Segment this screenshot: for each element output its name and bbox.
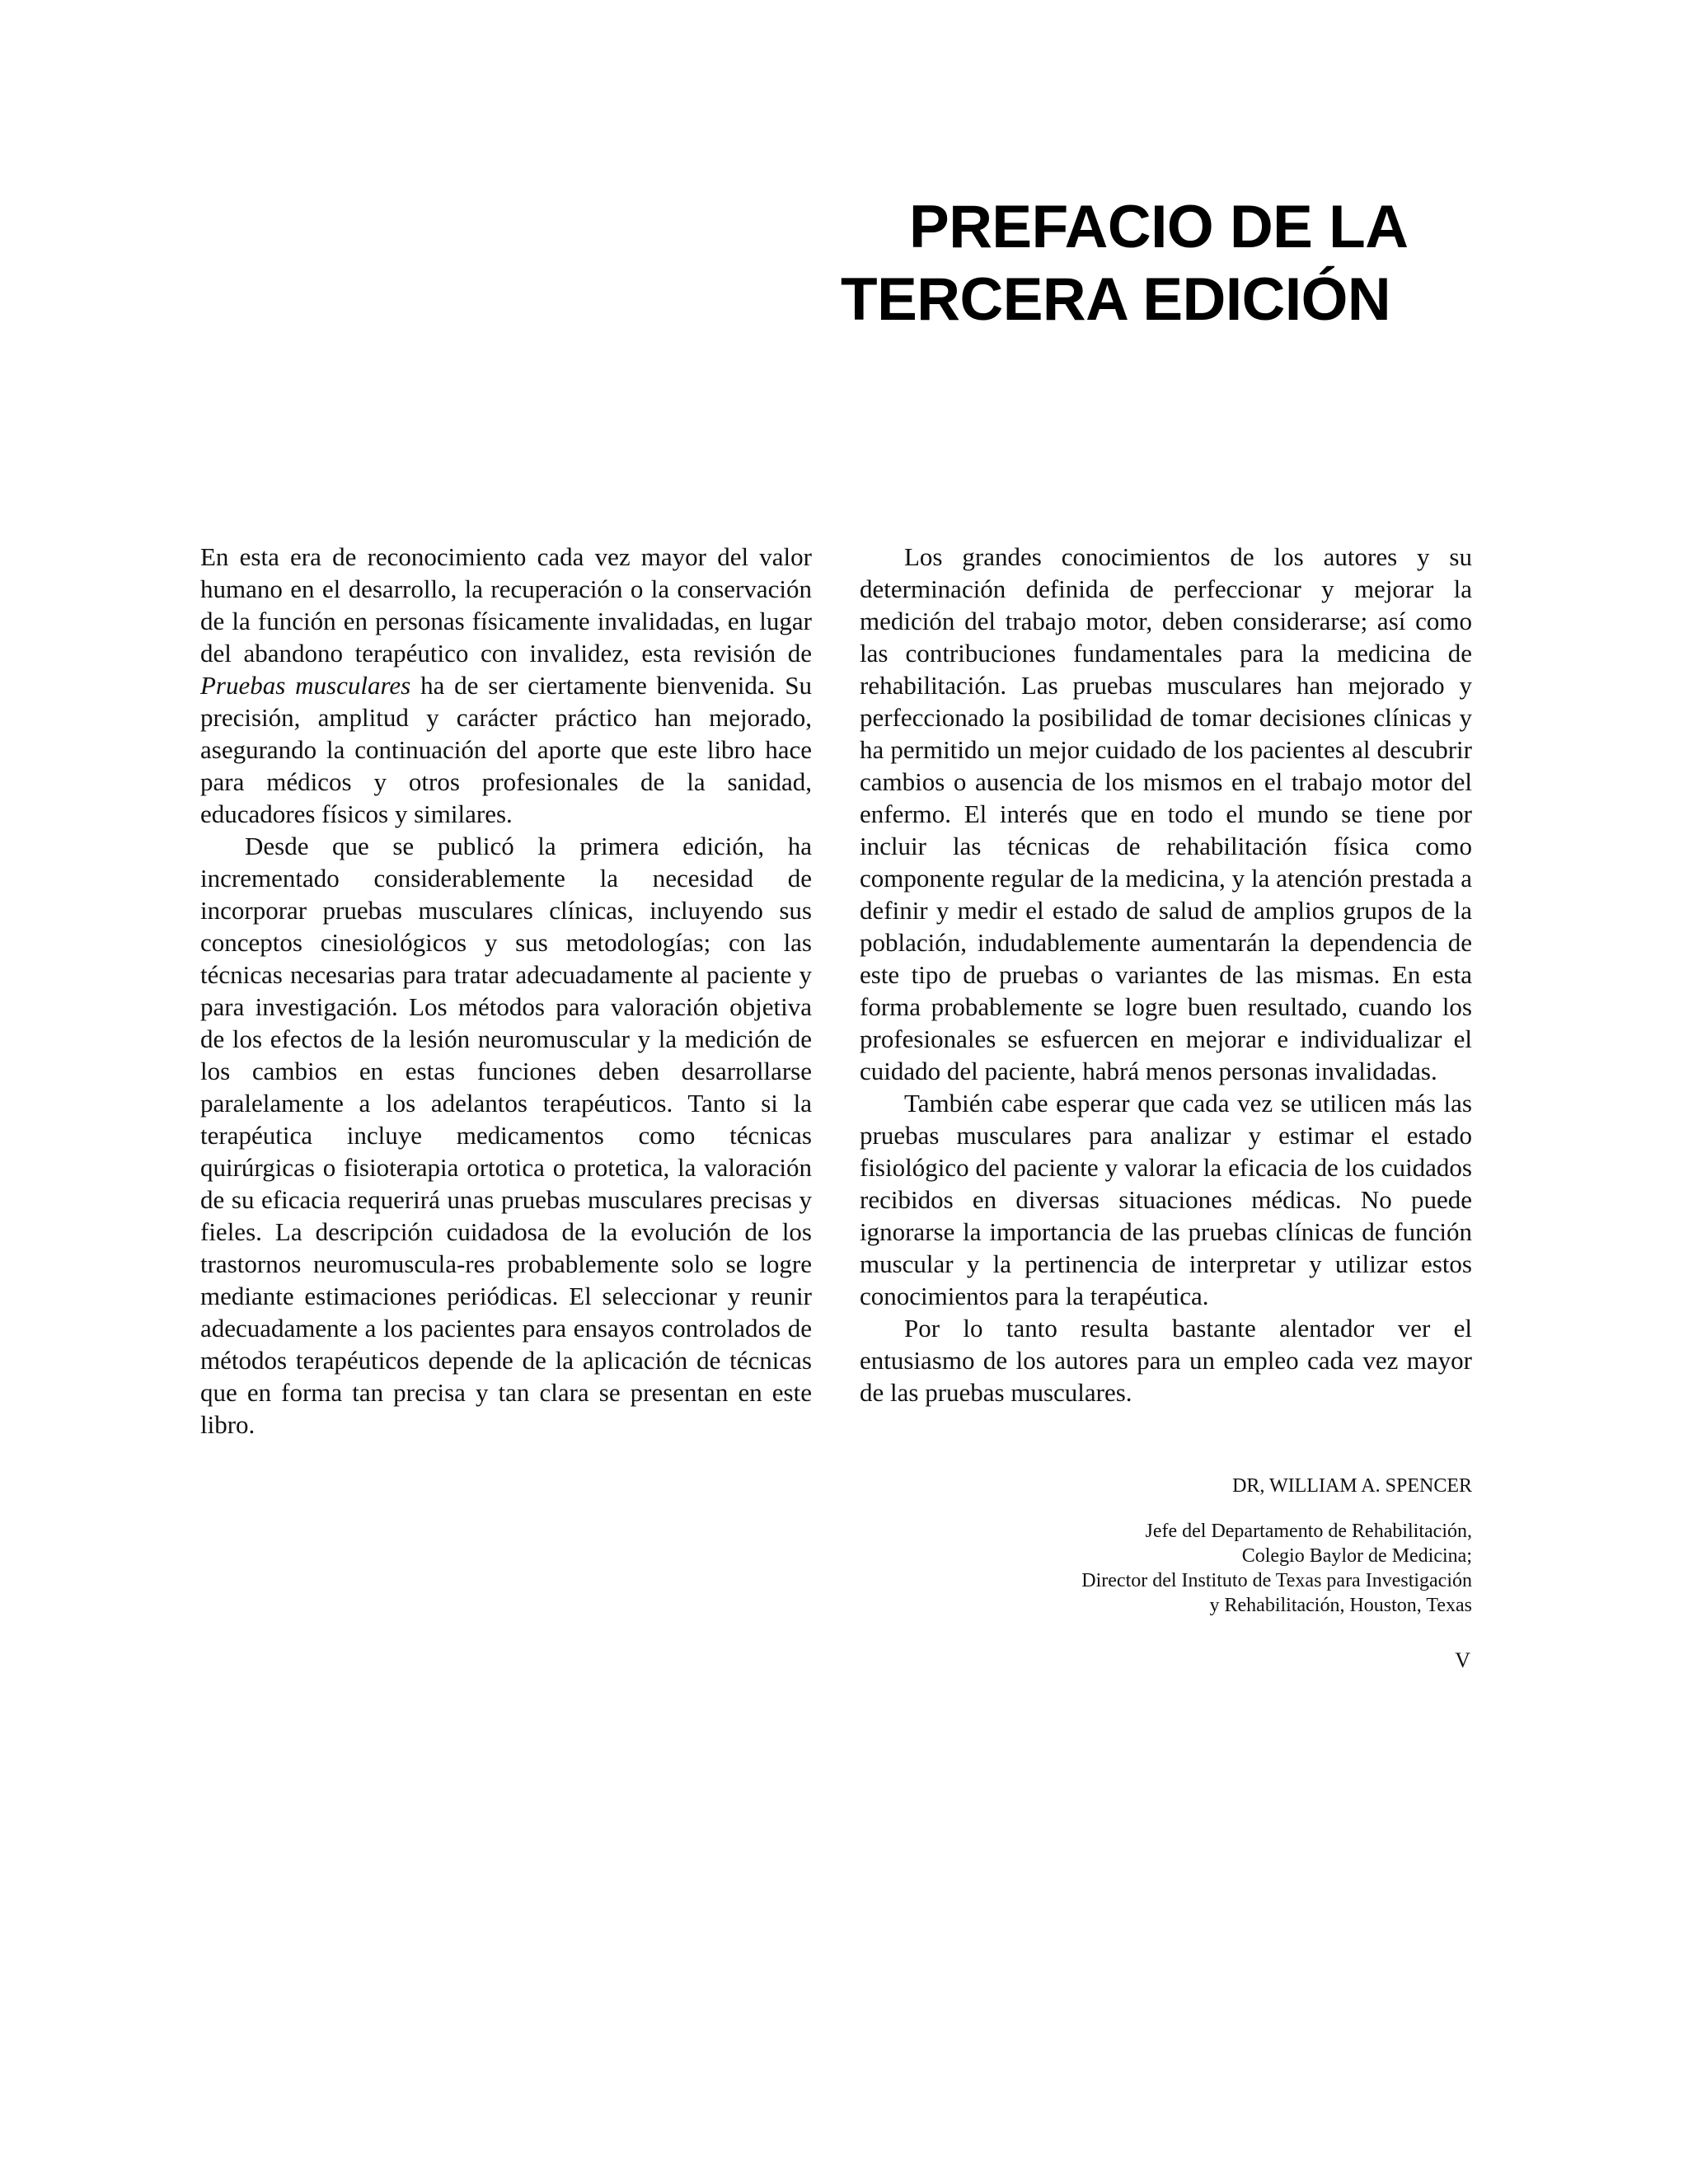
page-title-line-1: PREFACIO DE LA	[909, 194, 1409, 260]
left-paragraph-1-text-b: ha de ser ciertamente bienvenida. Su precisión, amplitud y carácter práctico han mejorado, asegurando la continuación del aporte que este libro hace para médicos y otros profesionales de la sanidad, educadores físicos y similares.	[200, 671, 813, 828]
affiliation-line-1: Jefe del Departamento de Rehabilitación,	[1145, 1521, 1472, 1542]
affiliation-line-2: Colegio Baylor de Medicina;	[1241, 1545, 1472, 1567]
page-number: V	[1455, 1648, 1470, 1672]
left-paragraph-2: Desde que se publicó la primera edición, ha incrementado considerablemente la necesidad de incorporar pruebas musculares clínicas, incluyendo sus conceptos cinesiológicos y sus metodologías; con las técnicas necesarias para tratar adecuadamente al paciente y para investigación. Los métodos para valoración objetiva de los efectos de la lesión neuromuscular y la medición de los cambios en estas funciones deben desarrollarse paralelamente a los adelantos terapéuticos. Tanto si la terapéutica incluye medicamentos como técnicas quirúrgicas o fisioterapia ortotica o protetica, la valoración de su eficacia requerirá unas pruebas musculares precisas y fieles. La descripción cuidadosa de la evolución de los trastornos neuromuscula-res probablemente solo se logre mediante estimaciones periódicas. El seleccionar y reunir adecuadamente a los pacientes para ensayos controlados de métodos terapéuticos depende de la aplicación de técnicas que en forma tan precisa y tan clara se presentan en este libro.	[200, 832, 812, 1439]
left-paragraph-1-text-a: En esta era de reconocimiento cada vez mayor del valor humano en el desarrollo, la recuperación o la conservación de la función en personas físicamente invalidadas, en lugar del abandono terapéutico con invalidez, esta revisión de	[200, 542, 812, 668]
author-signature: DR, WILLIAM A. SPENCER	[1232, 1475, 1472, 1497]
page-title-line-2: TERCERA EDICIÓN	[841, 266, 1391, 333]
book-title-italic: Pruebas musculares	[200, 671, 411, 700]
right-text-column	[860, 541, 1472, 1408]
left-text-column	[200, 541, 812, 1441]
affiliation-line-4: y Rehabilitación, Houston, Texas	[1209, 1595, 1472, 1616]
page-title	[841, 191, 1582, 336]
author-affiliation	[1081, 1519, 1472, 1618]
right-paragraph-3: Por lo tanto resulta bastante alentador ver el entusiasmo de los autores para un empleo cada vez mayor de las pruebas musculares.	[860, 1314, 1472, 1407]
affiliation-line-3: Director del Instituto de Texas para Investigación	[1081, 1570, 1472, 1591]
right-paragraph-2: También cabe esperar que cada vez se utilicen más las pruebas musculares para analizar y estimar el estado fisiológico del paciente y valorar la eficacia de los cuidados recibidos en diversas situaciones médicas. No puede ignorarse la importancia de las pruebas clínicas de función muscular y la pertinencia de interpretar y utilizar estos conocimientos para la terapéutica.	[860, 1089, 1472, 1310]
right-paragraph-1: Los grandes conocimientos de los autores y su determinación definida de perfeccionar y mejorar la medición del trabajo motor, deben considerarse; así como las contribuciones fundamentales para la medicina de rehabilitación. Las pruebas musculares han mejorado y perfeccionado la posibilidad de tomar decisiones clínicas y ha permitido un mejor cuidado de los pacientes al descubrir cambios o ausencia de los mismos en el trabajo motor del enfermo. El interés que en todo el mundo se tiene por incluir las técnicas de rehabilitación física como componente regular de la medicina, y la atención prestada a definir y medir el estado de salud de amplios grupos de la población, indudablemente aumentarán la dependencia de este tipo de pruebas o variantes de las mismas. En esta forma probablemente se logre buen resultado, cuando los profesionales se esfuercen en mejorar e individualizar el cuidado del paciente, habrá menos personas invalidadas.	[860, 542, 1472, 1085]
left-paragraph-1	[200, 541, 812, 830]
